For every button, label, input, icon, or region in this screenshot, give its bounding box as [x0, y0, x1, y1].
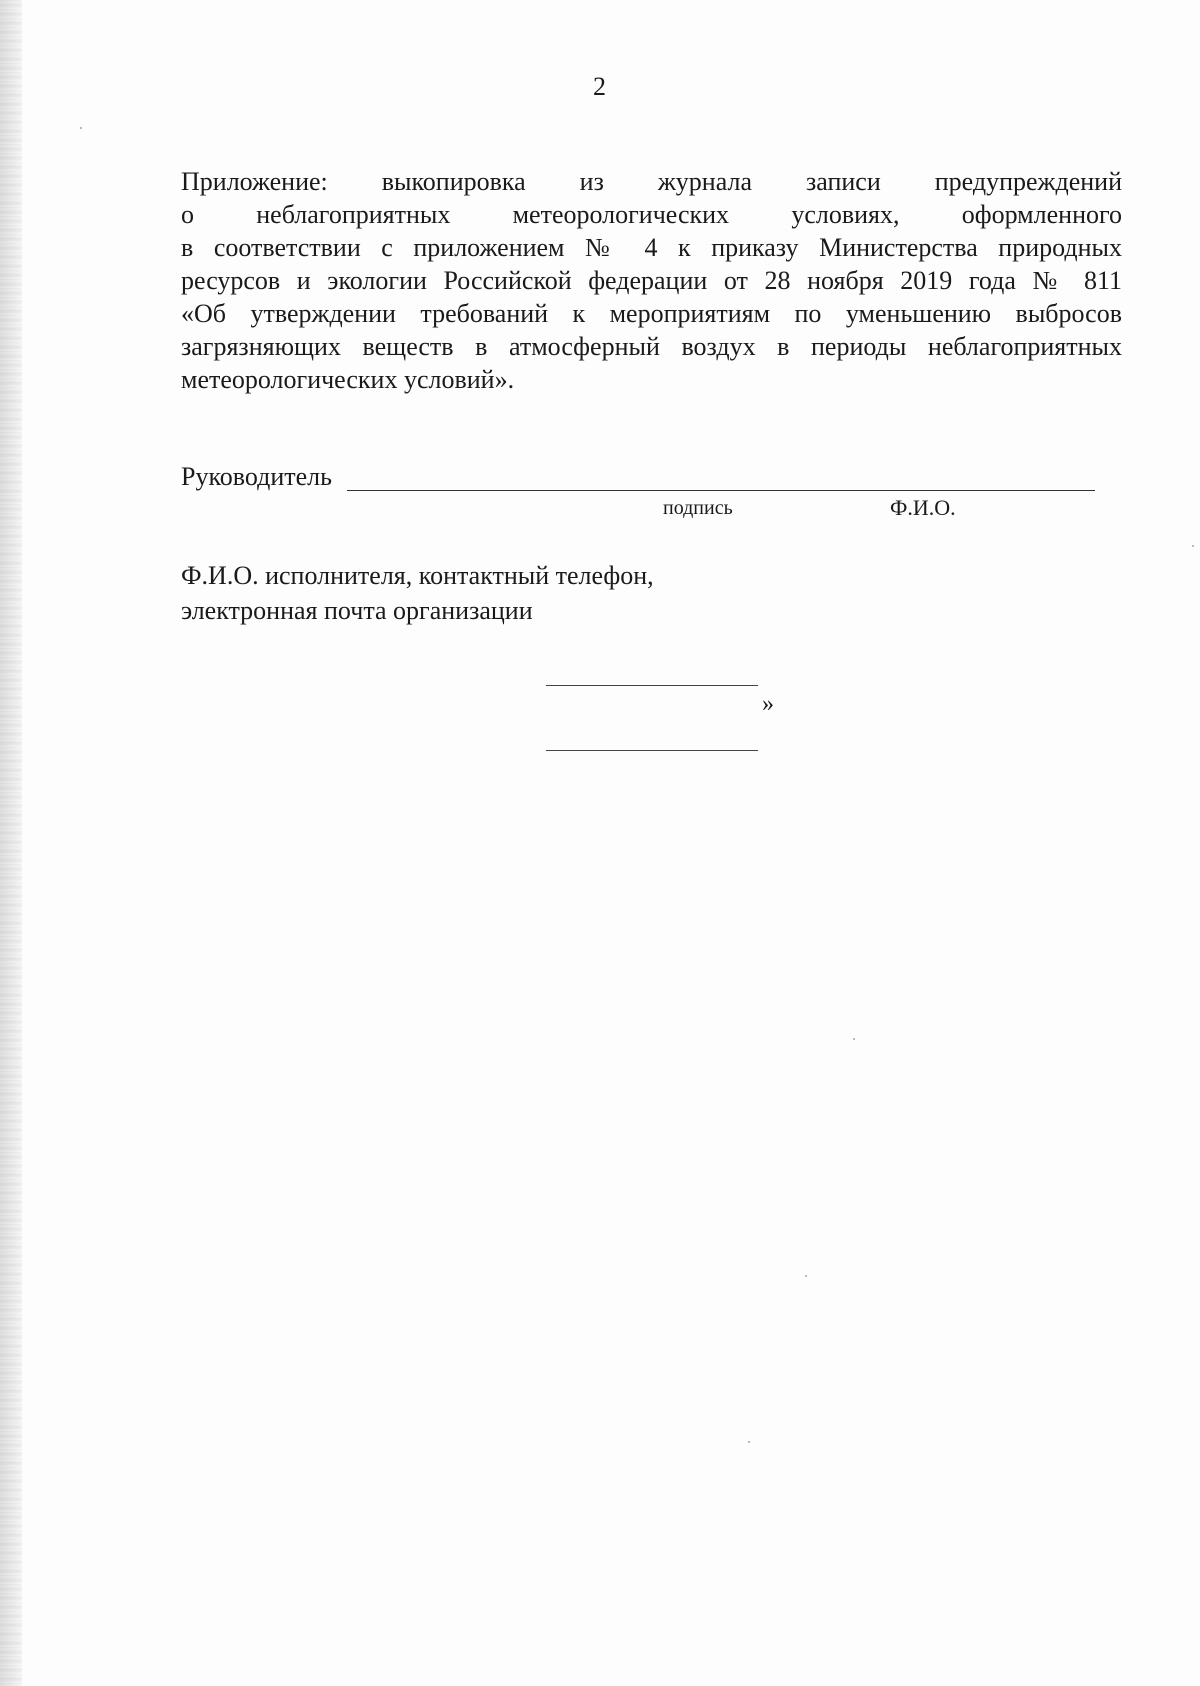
scan-edge-noise [0, 0, 22, 1686]
signature-row [181, 462, 1101, 496]
appendix-line: метеорологических условий». [181, 365, 515, 394]
date-line-bottom [546, 750, 758, 751]
scan-speck [748, 1441, 750, 1443]
page-number: 2 [593, 72, 607, 101]
executor-line: Ф.И.О. исполнителя, контактный телефон, [181, 561, 654, 590]
appendix-paragraph [181, 165, 1122, 396]
signature-caption: подпись [663, 497, 733, 519]
closing-quote: » [762, 691, 774, 717]
appendix-line: о неблагоприятных метеорологических условиях, оформленного [181, 200, 1122, 229]
name-caption: Ф.И.О. [890, 495, 956, 520]
signature-label: Руководитель [181, 462, 332, 491]
scan-speck [1192, 545, 1194, 547]
appendix-line: в соответствии с приложением № 4 к приказу Министерства природных [181, 233, 1122, 262]
executor-line: электронная почта организации [181, 596, 533, 625]
scan-speck [805, 1275, 807, 1277]
appendix-line: «Об утверждении требований к мероприятиям по уменьшению выбросов [181, 299, 1122, 328]
appendix-line: загрязняющих веществ в атмосферный воздух в периоды неблагоприятных [181, 332, 1122, 361]
executor-contacts [181, 558, 654, 628]
scan-speck [80, 127, 82, 129]
appendix-line: Приложение: выкопировка из журнала записи предупреждений [181, 167, 1122, 196]
date-line-top [546, 685, 758, 686]
scan-speck [853, 1038, 855, 1040]
signature-line [347, 490, 1095, 491]
appendix-line: ресурсов и экологии Российской федерации от 28 ноября 2019 года № 811 [181, 266, 1122, 295]
